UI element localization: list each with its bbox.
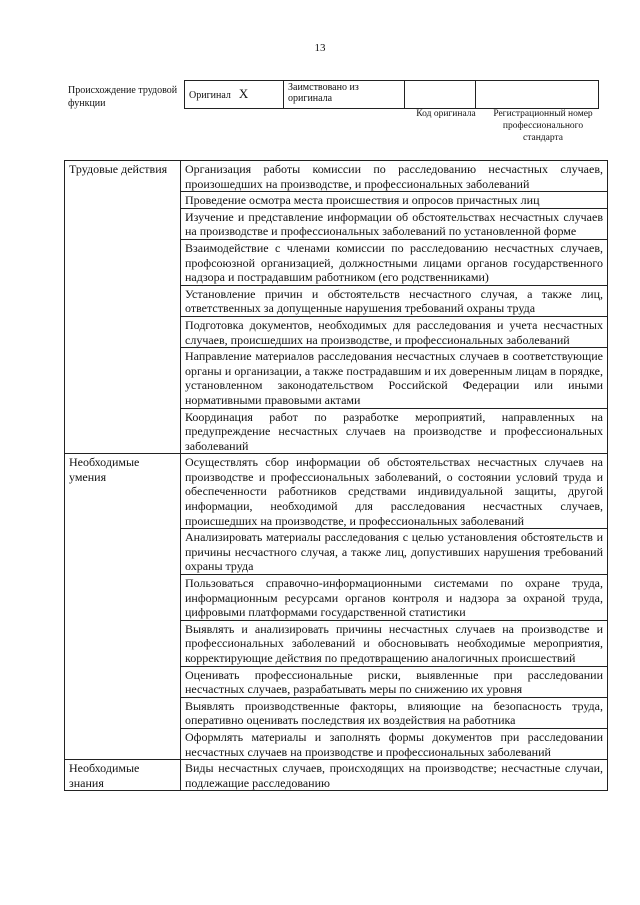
requirement-item: Проведение осмотра места происшествия и опросов причастных лиц [181,192,608,209]
reg-number-caption: Регистрационный номер профессионального стандарта [493,109,593,143]
requirements-table [64,160,608,791]
requirement-item: Выявлять и анализировать причины несчастных случаев на производстве и профессиональных заболеваний и обосновывать необходимые мероприятия, корректирующие действия по предотвращению аналогичных происшествий [181,620,608,666]
requirement-item: Выявлять производственные факторы, влияющие на безопасность труда, оперативно оценивать последствия их воздействия на работника [181,697,608,728]
requirement-item: Виды несчастных случаев, происходящих на производстве; несчастные случаи, подлежащие расследованию [181,760,608,791]
original-cell [185,81,284,109]
requirement-item: Осуществлять сбор информации об обстоятельствах несчастных случаев на производстве и профессиональных заболеваний, о состоянии условий труда и обеспеченности работников средствами индивидуальной защиты, другой информации, необходимой для расследования несчастных случаев, происшедших на производстве, и профессиональных заболеваний [181,454,608,529]
requirement-item: Пользоваться справочно-информационными системами по охране труда, информационным ресурсами органов контроля и надзора за охраной труда, цифровыми платформами государственной статистики [181,575,608,621]
origin-table [184,80,599,109]
original-mark: X [238,86,249,101]
requirement-item: Оформлять материалы и заполнять формы документов при расследовании несчастных случаев на производстве и профессиональных заболеваний [181,728,608,759]
requirements-body [65,161,608,791]
page-number: 13 [314,42,326,54]
reg-number-cell [476,81,599,109]
requirement-item: Изучение и представление информации об обстоятельствах несчастных случаев на производстве и профессиональных заболеваний по установленной форме [181,208,608,239]
requirement-item: Установление причин и обстоятельств несчастного случая, а также лиц, ответственных за допущенные нарушения требований охраны труда [181,285,608,316]
requirement-item: Организация работы комиссии по расследованию несчастных случаев, произошедших на производстве, и профессиональных заболеваний [181,161,608,192]
requirement-item: Направление материалов расследования несчастных случаев в соответствующие органы и организации, а также пострадавшим и их доверенным лицам в порядке, установленном законодательством Российской Федерации или иными нормативными правовыми актами [181,348,608,408]
table-row [65,760,608,791]
requirement-item: Взаимодействие с членами комиссии по расследованию несчастных случаев, профсоюзной организацией, должностными лицами органов государственного надзора и пострадавшим работником (его родственниками) [181,239,608,285]
section-title: Необходимые знания [65,760,181,791]
table-row [65,161,608,192]
requirement-item: Оценивать профессиональные риски, выявленные при расследовании несчастных случаев, разрабатывать меры по снижению их уровня [181,666,608,697]
original-label: Оригинал [189,90,231,101]
section-title: Необходимые умения [65,454,181,760]
code-caption: Код оригинала [416,109,476,119]
section-title: Трудовые действия [65,161,181,454]
requirement-item: Подготовка документов, необходимых для расследования и учета несчастных случаев, происшедших на производстве, и профессиональных заболеваний [181,316,608,347]
code-cell [405,81,476,109]
borrowed-cell: Заимствовано из оригинала [284,81,405,109]
origin-label: Происхождение трудовой функции [68,85,178,109]
requirement-item: Анализировать материалы расследования с целью установления обстоятельств и причины несчастного случая, а также лиц, допустивших нарушения требований охраны труда [181,529,608,575]
requirement-item: Координация работ по разработке мероприятий, направленных на предупреждение несчастных случаев на производстве и профессиональных заболеваний [181,408,608,454]
table-row [65,454,608,529]
